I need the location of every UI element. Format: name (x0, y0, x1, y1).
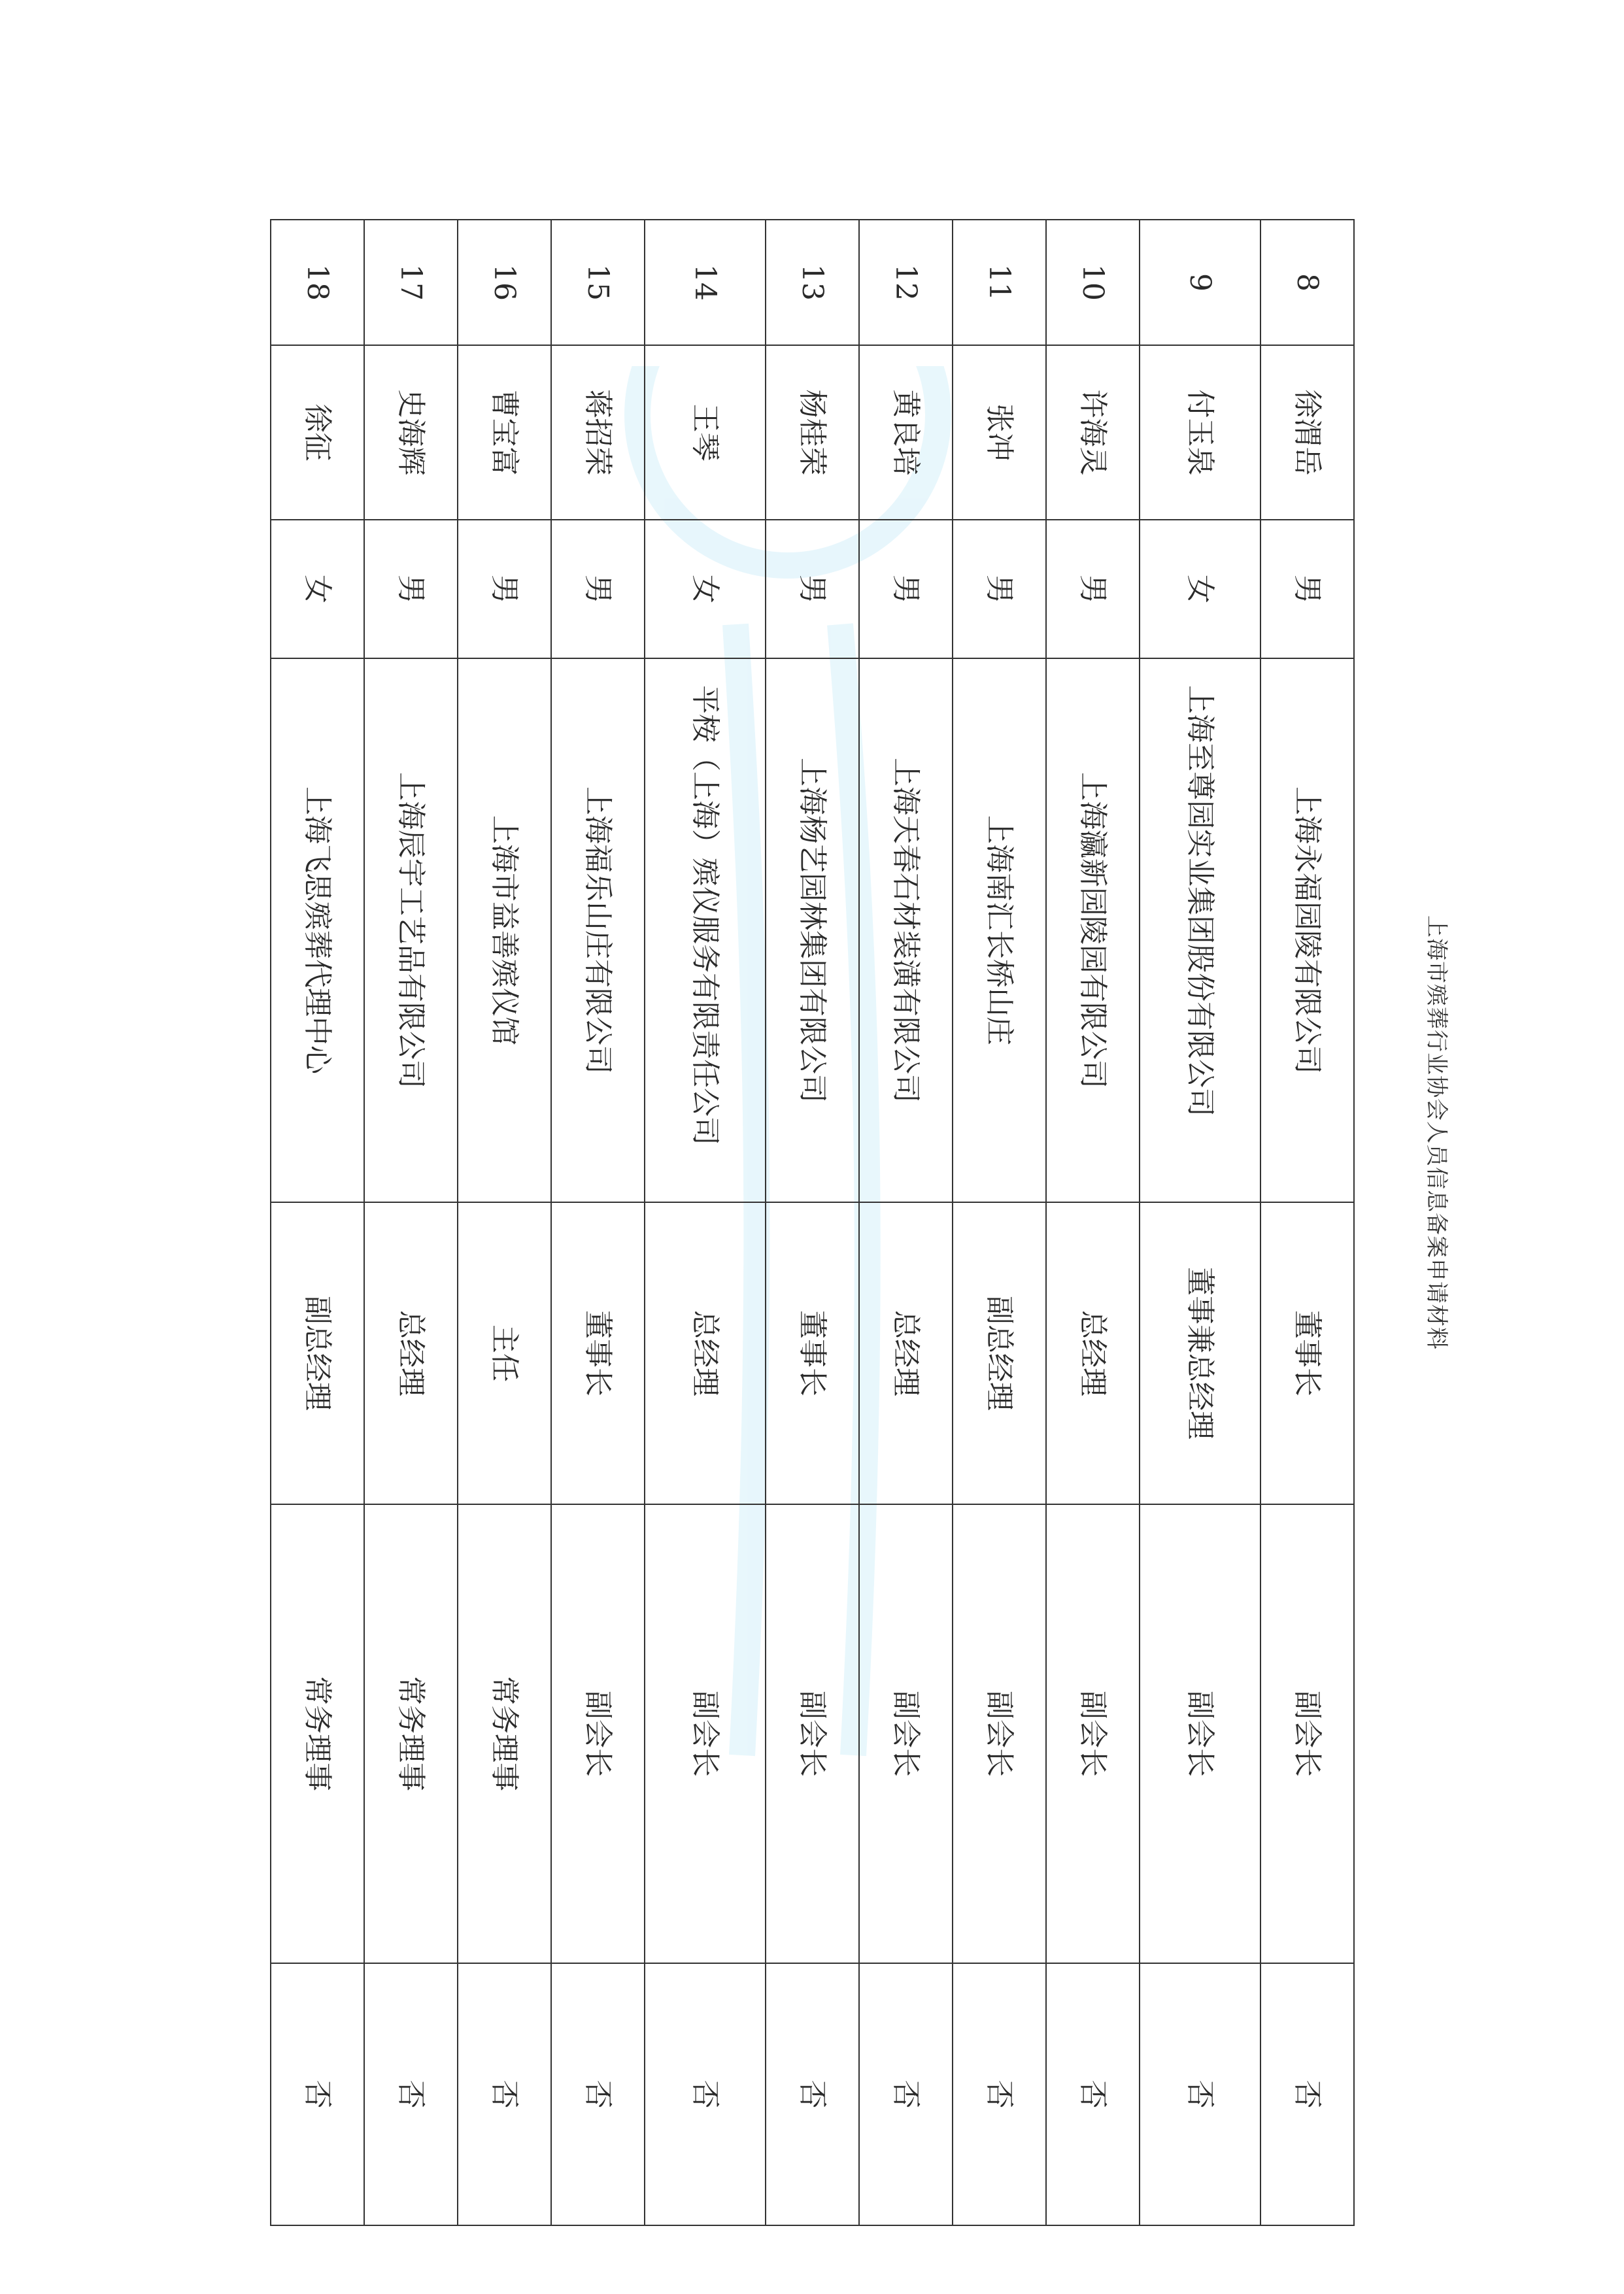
member-flag: 否 (859, 1963, 953, 2225)
association-role: 常务理事 (271, 1504, 364, 1963)
row-number: 16 (458, 220, 551, 345)
member-title: 总经理 (859, 1202, 953, 1504)
member-sex: 女 (271, 520, 364, 658)
table-row (859, 220, 953, 2225)
row-number: 9 (1140, 220, 1260, 345)
member-title: 董事长 (551, 1202, 645, 1504)
member-title: 董事长 (1260, 1202, 1354, 1504)
member-sex: 男 (953, 520, 1046, 658)
member-organization: 上海瀛新园陵园有限公司 (1046, 658, 1140, 1202)
table-row (1260, 220, 1354, 2225)
member-title: 总经理 (1046, 1202, 1140, 1504)
member-organization: 上海天春石材装潢有限公司 (859, 658, 953, 1202)
member-organization: 上海南汇长桥山庄 (953, 658, 1046, 1202)
member-organization: 上海辰宇工艺品有限公司 (364, 658, 458, 1202)
member-flag: 否 (551, 1963, 645, 2225)
member-title: 总经理 (364, 1202, 458, 1504)
association-role: 常务理事 (364, 1504, 458, 1963)
association-role: 副会长 (766, 1504, 859, 1963)
row-number: 17 (364, 220, 458, 345)
row-number: 11 (953, 220, 1046, 345)
member-name: 徐渭岳 (1260, 345, 1354, 520)
member-flag: 否 (271, 1963, 364, 2225)
row-number: 13 (766, 220, 859, 345)
member-organization: 上海飞思殡葬代理中心 (271, 658, 364, 1202)
association-role: 副会长 (859, 1504, 953, 1963)
member-organization: 上海杨艺园林集团有限公司 (766, 658, 859, 1202)
association-role: 副会长 (1140, 1504, 1260, 1963)
member-title: 副总经理 (271, 1202, 364, 1504)
member-sex: 男 (551, 520, 645, 658)
member-organization: 上海至尊园实业集团股份有限公司 (1140, 658, 1260, 1202)
table-row (271, 220, 364, 2225)
member-sex: 男 (859, 520, 953, 658)
table-row (458, 220, 551, 2225)
member-sex: 男 (1046, 520, 1140, 658)
member-flag: 否 (1260, 1963, 1354, 2225)
association-role: 副会长 (953, 1504, 1046, 1963)
member-table (270, 219, 1355, 2226)
member-name: 曹宝富 (458, 345, 551, 520)
member-title: 副总经理 (953, 1202, 1046, 1504)
member-flag: 否 (458, 1963, 551, 2225)
member-flag: 否 (645, 1963, 766, 2225)
member-name: 许海灵 (1046, 345, 1140, 520)
member-name: 杨桂荣 (766, 345, 859, 520)
member-sex: 男 (458, 520, 551, 658)
member-sex: 女 (645, 520, 766, 658)
header-title: 上海市殡葬行业协会人员信息备案申请材料 (1423, 915, 1449, 1350)
table-row (953, 220, 1046, 2225)
member-name: 徐征 (271, 345, 364, 520)
member-flag: 否 (953, 1963, 1046, 2225)
row-number: 12 (859, 220, 953, 345)
member-flag: 否 (1046, 1963, 1140, 2225)
member-title: 董事兼总经理 (1140, 1202, 1260, 1504)
member-title: 董事长 (766, 1202, 859, 1504)
row-number: 8 (1260, 220, 1354, 345)
row-number: 15 (551, 220, 645, 345)
table-row (1046, 220, 1140, 2225)
member-sex: 男 (766, 520, 859, 658)
association-role: 副会长 (1046, 1504, 1140, 1963)
member-sex: 男 (1260, 520, 1354, 658)
member-name: 张冲 (953, 345, 1046, 520)
member-flag: 否 (766, 1963, 859, 2225)
row-number: 14 (645, 220, 766, 345)
member-name: 付玉泉 (1140, 345, 1260, 520)
member-flag: 否 (1140, 1963, 1260, 2225)
table-row (551, 220, 645, 2225)
table-row (766, 220, 859, 2225)
association-role: 副会长 (645, 1504, 766, 1963)
association-role: 副会长 (551, 1504, 645, 1963)
member-flag: 否 (364, 1963, 458, 2225)
member-name: 王琴 (645, 345, 766, 520)
table-row (1140, 220, 1260, 2225)
member-title: 总经理 (645, 1202, 766, 1504)
member-organization: 上海市益善殡仪馆 (458, 658, 551, 1202)
association-role: 常务理事 (458, 1504, 551, 1963)
member-name: 蒋招荣 (551, 345, 645, 520)
member-sex: 女 (1140, 520, 1260, 658)
member-organization: 上海福乐山庄有限公司 (551, 658, 645, 1202)
member-organization: 上海永福园陵有限公司 (1260, 658, 1354, 1202)
table-row (364, 220, 458, 2225)
member-name: 黄良培 (859, 345, 953, 520)
member-name: 史海辉 (364, 345, 458, 520)
table-row (645, 220, 766, 2225)
member-sex: 男 (364, 520, 458, 658)
member-title: 主任 (458, 1202, 551, 1504)
row-number: 18 (271, 220, 364, 345)
association-role: 副会长 (1260, 1504, 1354, 1963)
member-organization: 平桉（上海）殡仪服务有限责任公司 (645, 658, 766, 1202)
row-number: 10 (1046, 220, 1140, 345)
